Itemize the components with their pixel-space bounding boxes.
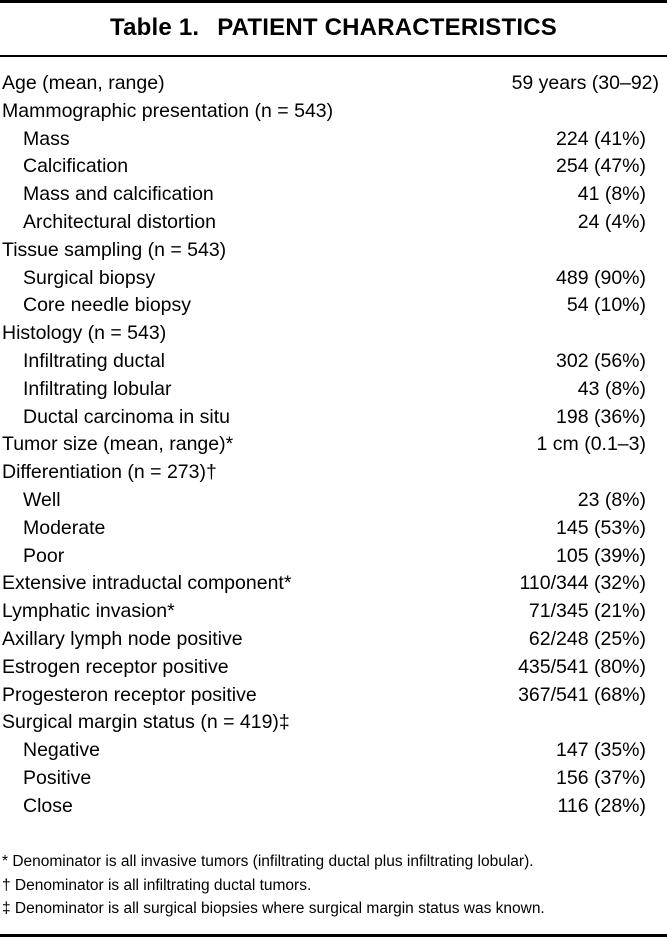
row-value: 489 (90%) [556, 266, 646, 289]
row-value: 116 (28%) [557, 794, 646, 817]
row-value: 254 (47%) [556, 155, 646, 178]
row-value: 43 (8%) [577, 377, 646, 400]
row-value: 59 years (30–92) [511, 72, 659, 94]
table-row [0, 376, 667, 404]
row-label: Tissue sampling (n = 543) [2, 238, 227, 261]
table-title-text: PATIENT CHARACTERISTICS [217, 14, 557, 41]
table-row [0, 181, 667, 209]
row-label: Mammographic presentation (n = 543) [2, 99, 334, 122]
row-value: 1 cm (0.1–3) [536, 433, 646, 456]
row-value: 24 (4%) [577, 210, 646, 233]
characteristics-table [0, 70, 667, 821]
table-row [0, 709, 667, 737]
row-value: 367/541 (68%) [518, 683, 646, 706]
table-row [0, 682, 667, 710]
row-label: Age (mean, range) [2, 72, 165, 94]
row-value: 105 (39%) [556, 544, 646, 567]
table-top-rule [0, 0, 667, 3]
table-row [0, 765, 667, 793]
footnote: * Denominator is all invasive tumors (infiltrating ductal plus infiltrating lobular). [2, 853, 534, 870]
row-label: Poor [23, 544, 65, 567]
row-label: Core needle biopsy [23, 294, 192, 317]
row-value: 435/541 (80%) [518, 655, 646, 678]
row-label: Lymphatic invasion* [2, 600, 175, 623]
table-row [0, 654, 667, 682]
row-label: Tumor size (mean, range)* [2, 433, 234, 456]
row-label: Close [23, 794, 73, 817]
row-label: Progesteron receptor positive [2, 683, 257, 706]
row-value: 23 (8%) [577, 488, 646, 511]
table-title [0, 8, 667, 48]
table-footnotes [2, 850, 665, 921]
row-value: 224 (41%) [556, 127, 646, 150]
table-row [0, 404, 667, 432]
row-value: 110/344 (32%) [519, 572, 646, 595]
table-row [0, 543, 667, 571]
table-row [0, 70, 667, 98]
table-row [0, 515, 667, 543]
row-label: Estrogen receptor positive [2, 655, 229, 678]
row-label: Mass [23, 127, 70, 150]
row-value: 62/248 (25%) [528, 627, 646, 650]
table-bottom-rule [0, 934, 667, 937]
row-value: 156 (37%) [556, 766, 646, 789]
table-row [0, 348, 667, 376]
table-row [0, 320, 667, 348]
table-row [0, 598, 667, 626]
table-row [0, 209, 667, 237]
row-label: Differentiation (n = 273)† [2, 461, 217, 484]
row-label: Moderate [23, 516, 106, 539]
row-value: 71/345 (21%) [528, 600, 646, 623]
table-row [0, 459, 667, 487]
row-label: Infiltrating ductal [23, 349, 165, 372]
row-label: Ductal carcinoma in situ [23, 405, 230, 428]
table-row [0, 487, 667, 515]
row-label: Negative [23, 739, 100, 762]
row-value: 145 (53%) [556, 516, 646, 539]
row-label: Calcification [23, 155, 129, 178]
table-row [0, 431, 667, 459]
table-number: Table 1. [110, 14, 200, 41]
table-row [0, 237, 667, 265]
row-label: Surgical margin status (n = 419)‡ [2, 711, 290, 734]
row-label: Well [23, 488, 61, 511]
row-value: 302 (56%) [556, 349, 646, 372]
row-value: 54 (10%) [566, 294, 646, 317]
row-label: Histology (n = 543) [2, 322, 167, 345]
row-label: Positive [23, 766, 92, 789]
table-row [0, 153, 667, 181]
row-value: 41 (8%) [577, 183, 646, 206]
row-value: 147 (35%) [556, 739, 646, 762]
row-label: Axillary lymph node positive [2, 627, 243, 650]
table-row [0, 292, 667, 320]
row-value: 198 (36%) [556, 405, 646, 428]
table-row [0, 126, 667, 154]
footnote: † Denominator is all infiltrating ductal tumors. [2, 876, 312, 894]
footnote: ‡ Denominator is all surgical biopsies where surgical margin status was known. [2, 900, 545, 917]
table-row [0, 793, 667, 821]
table-row [0, 570, 667, 598]
row-label: Mass and calcification [23, 183, 214, 206]
row-label: Extensive intraductal component* [2, 572, 292, 595]
row-label: Surgical biopsy [23, 266, 156, 289]
row-label: Architectural distortion [23, 210, 216, 233]
row-label: Infiltrating lobular [23, 377, 172, 400]
table-row [0, 265, 667, 293]
table-row [0, 626, 667, 654]
table-row [0, 737, 667, 765]
title-underline-rule [0, 55, 667, 57]
table-row [0, 98, 667, 126]
